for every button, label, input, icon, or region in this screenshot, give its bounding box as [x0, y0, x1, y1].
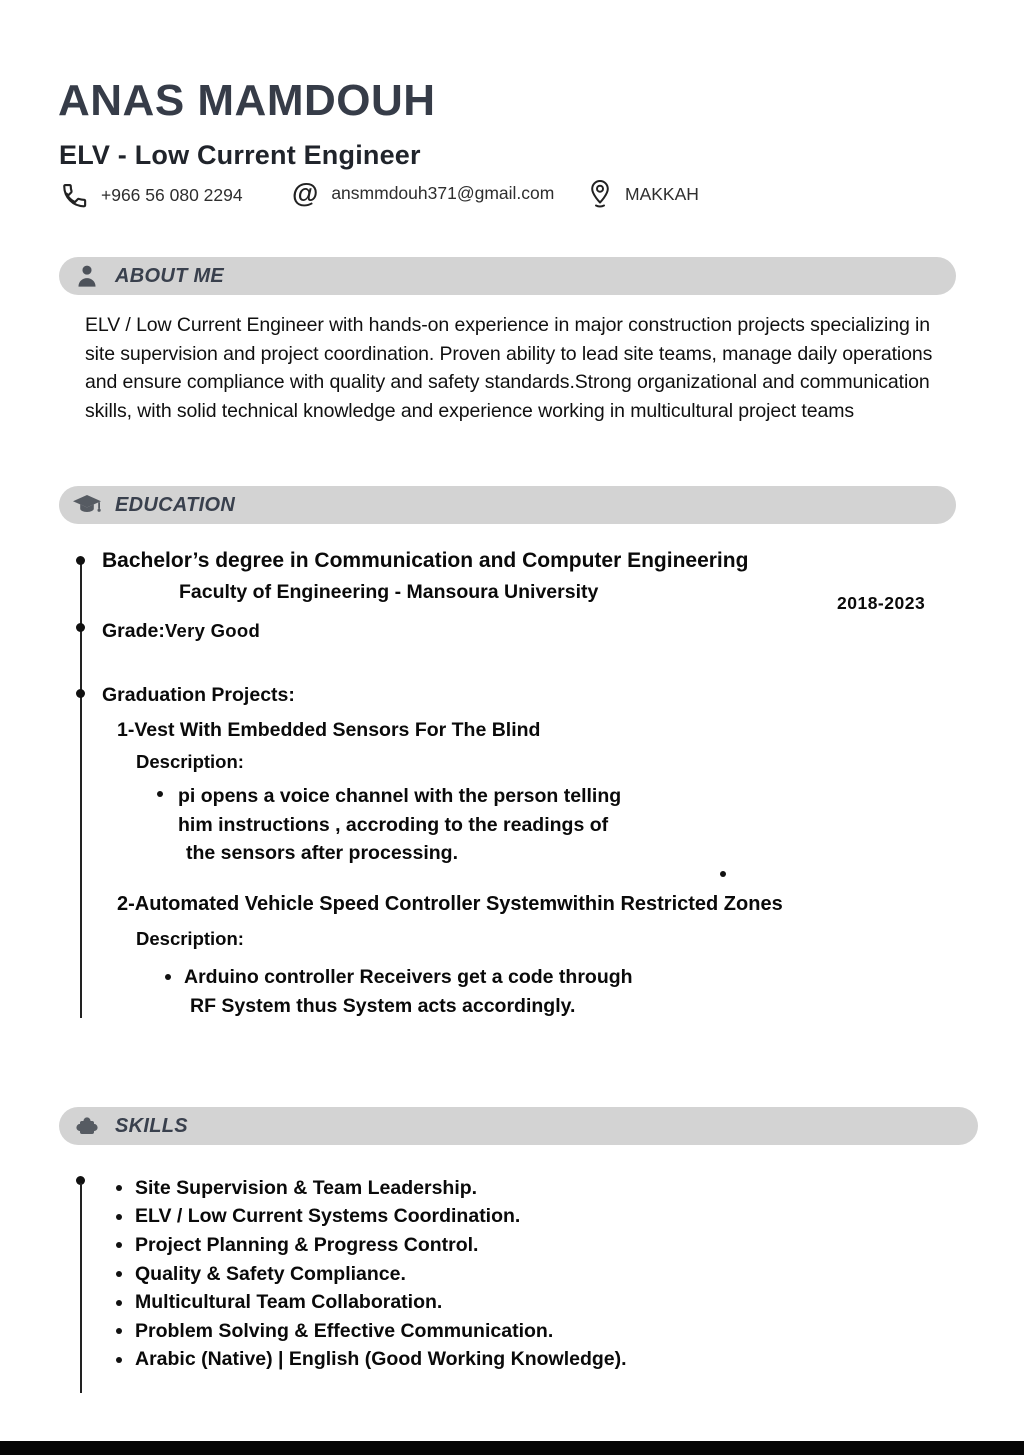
bullet-dot [157, 791, 163, 797]
skill-item: Problem Solving & Effective Communication. [116, 1317, 627, 1346]
skills-list [116, 1174, 627, 1374]
project-bullet-line: Arduino controller Receivers get a code through [184, 966, 633, 988]
project-bullet-line: RF System thus System acts accordingly. [190, 994, 576, 1017]
skill-item: ELV / Low Current Systems Coordination. [116, 1203, 627, 1232]
graduation-projects-heading: Graduation Projects: [102, 684, 295, 706]
contact-location [588, 178, 699, 210]
skills-timeline-line [80, 1183, 82, 1393]
stray-bullet-dot [720, 871, 726, 877]
email-address: ansmmdouh371@gmail.com [331, 183, 555, 203]
about-line: ELV / Low Current Engineer with hands-on experience in major construction projects specializing in [85, 314, 931, 336]
section-header-skills [59, 1107, 978, 1145]
section-header-education [59, 486, 956, 524]
section-label-about: ABOUT ME [115, 264, 225, 287]
project-1-title: 1-Vest With Embedded Sensors For The Blind [117, 719, 541, 741]
phone-number: +966 56 080 2294 [101, 184, 243, 205]
phone-icon [58, 180, 88, 210]
about-text [85, 311, 932, 425]
email-at-icon: @ [292, 178, 319, 208]
page-title: ANAS MAMDOUH [58, 76, 436, 125]
section-label-education: EDUCATION [115, 493, 236, 516]
grade-value: Very Good [164, 620, 261, 641]
skill-item: Site Supervision & Team Leadership. [116, 1174, 627, 1203]
contact-phone [58, 180, 243, 210]
person-icon [71, 264, 103, 288]
job-title: ELV - Low Current Engineer [59, 140, 421, 170]
education-dates: 2018-2023 [837, 593, 926, 613]
skill-item: Multicultural Team Collaboration. [116, 1288, 627, 1317]
project-bullet-line: pi opens a voice channel with the person telling [178, 785, 622, 807]
section-label-skills: SKILLS [115, 1114, 188, 1137]
skill-item: Arabic (Native) | English (Good Working Knowledge). [116, 1346, 627, 1375]
location-pin-icon [588, 178, 612, 210]
skill-item: Quality & Safety Compliance. [116, 1260, 627, 1289]
skill-item: Project Planning & Progress Control. [116, 1231, 627, 1260]
location-text: MAKKAH [625, 183, 699, 204]
puzzle-icon [71, 1113, 103, 1139]
timeline-dot [76, 556, 85, 565]
section-header-about [59, 257, 956, 295]
bullet-dot [165, 974, 171, 980]
project-1-description-label: Description: [136, 751, 244, 772]
contact-email [292, 180, 554, 207]
footer-bar [0, 1441, 1024, 1455]
project-bullet-line: the sensors after processing. [186, 842, 459, 865]
project-2-description-label: Description: [136, 928, 244, 949]
about-line: skills, with solid technical knowledge and experience working in multicultural project teams [85, 399, 855, 422]
grade-label: Grade: [102, 620, 165, 642]
timeline-dot [76, 623, 85, 632]
about-line: and ensure compliance with quality and safety standards.Strong organizational and communication [85, 371, 930, 394]
project-2-title: 2-Automated Vehicle Speed Controller Systemwithin Restricted Zones [117, 893, 783, 915]
about-line: site supervision and project coordination. Proven ability to lead site teams, manage daily operations [85, 342, 933, 365]
graduation-cap-icon [71, 492, 103, 518]
timeline-dot [76, 689, 85, 698]
project-1-bullet-text [178, 782, 621, 868]
project-2-bullet-text [184, 963, 633, 1020]
faculty-name: Faculty of Engineering - Mansoura University [179, 581, 599, 603]
degree-title: Bachelor’s degree in Communication and Computer Engineering [102, 549, 749, 572]
project-bullet-line: him instructions , accroding to the readings of [178, 813, 609, 836]
grade-row [102, 620, 260, 643]
